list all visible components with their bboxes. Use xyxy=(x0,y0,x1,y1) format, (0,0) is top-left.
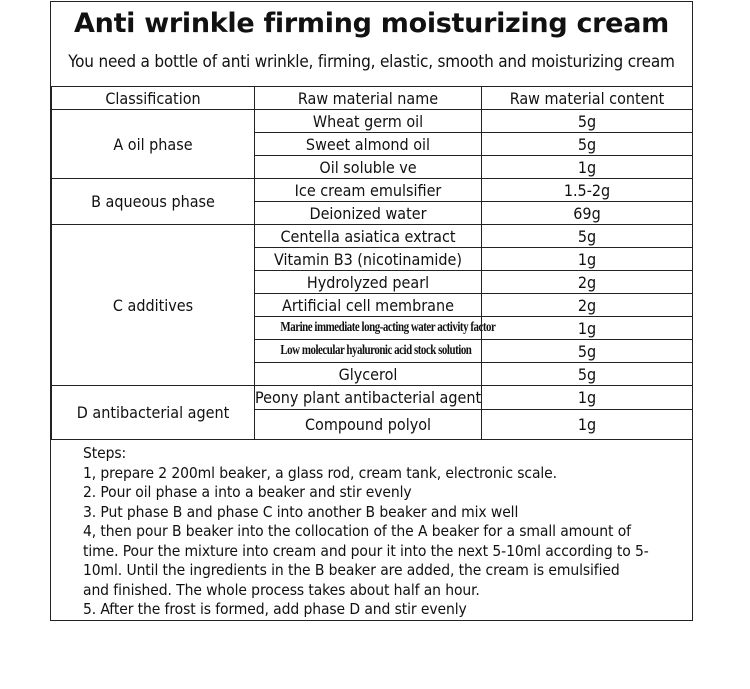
steps-section xyxy=(83,444,683,620)
table-row xyxy=(52,110,693,133)
classification-cell: A oil phase xyxy=(52,110,255,179)
material-name-cell: Ice cream emulsifier xyxy=(255,179,482,202)
material-name-cell: Vitamin B3 (nicotinamide) xyxy=(255,248,482,271)
classification-cell: C additives xyxy=(52,225,255,386)
classification-cell: B aqueous phase xyxy=(52,179,255,225)
step-line: time. Pour the mixture into cream and pour it into the next 5-10ml according to 5- xyxy=(83,541,649,560)
ingredients-table xyxy=(51,86,693,440)
material-name-cell: Hydrolyzed pearl xyxy=(255,271,482,294)
material-name-cell: Marine immediate long-acting water activity factor xyxy=(279,317,456,340)
header-material-name: Raw material name xyxy=(255,87,482,110)
material-content-cell: 1g xyxy=(482,156,693,179)
step-line: 1, prepare 2 200ml beaker, a glass rod, cream tank, electronic scale. xyxy=(83,463,557,482)
header-classification: Classification xyxy=(52,87,255,110)
step-line: 5. After the frost is formed, add phase D and stir evenly xyxy=(83,600,467,618)
material-name-cell: Sweet almond oil xyxy=(255,133,482,156)
material-name-cell: Peony plant antibacterial agent xyxy=(255,386,482,410)
step-line: 3. Put phase B and phase C into another B beaker and mix well xyxy=(83,502,519,521)
material-name-cell: Centella asiatica extract xyxy=(255,225,482,248)
material-name-cell: Deionized water xyxy=(255,202,482,225)
material-content-cell: 1g xyxy=(482,410,693,440)
table-row xyxy=(52,386,693,410)
step-line: and finished. The whole process takes about half an hour. xyxy=(83,580,480,599)
material-content-cell: 2g xyxy=(482,294,693,317)
step-line: 2. Pour oil phase a into a beaker and stir evenly xyxy=(83,483,412,501)
material-content-cell: 1g xyxy=(482,386,693,410)
material-content-cell: 5g xyxy=(482,110,693,133)
step-line: 4, then pour B beaker into the collocation of the A beaker for a small amount of xyxy=(83,522,631,540)
material-content-cell: 1g xyxy=(482,248,693,271)
header-material-content: Raw material content xyxy=(482,87,693,110)
material-name-cell: Oil soluble ve xyxy=(255,156,482,179)
material-content-cell: 2g xyxy=(482,271,693,294)
material-name-cell: Artificial cell membrane xyxy=(255,294,482,317)
material-name-cell: Wheat germ oil xyxy=(255,110,482,133)
recipe-card xyxy=(50,1,693,621)
table-row xyxy=(52,225,693,248)
page-title: Anti wrinkle firming moisturizing cream xyxy=(74,8,669,39)
material-name-cell: Compound polyol xyxy=(255,410,482,440)
material-name-cell: Low molecular hyaluronic acid stock solution xyxy=(279,340,456,363)
material-content-cell: 5g xyxy=(482,225,693,248)
classification-cell: D antibacterial agent xyxy=(52,386,255,440)
material-name-cell: Glycerol xyxy=(255,363,482,386)
material-content-cell: 5g xyxy=(482,133,693,156)
step-line: 10ml. Until the ingredients in the B beaker are added, the cream is emulsified xyxy=(83,561,620,579)
steps-heading: Steps: xyxy=(83,444,127,462)
page-subtitle: You need a bottle of anti wrinkle, firming, elastic, smooth and moisturizing cream xyxy=(68,52,675,72)
material-content-cell: 5g xyxy=(482,340,693,363)
table-header-row xyxy=(52,87,693,110)
material-content-cell: 1g xyxy=(482,317,693,340)
table-row xyxy=(52,179,693,202)
material-content-cell: 1.5-2g xyxy=(482,179,693,202)
material-content-cell: 5g xyxy=(482,363,693,386)
material-content-cell: 69g xyxy=(482,202,693,225)
